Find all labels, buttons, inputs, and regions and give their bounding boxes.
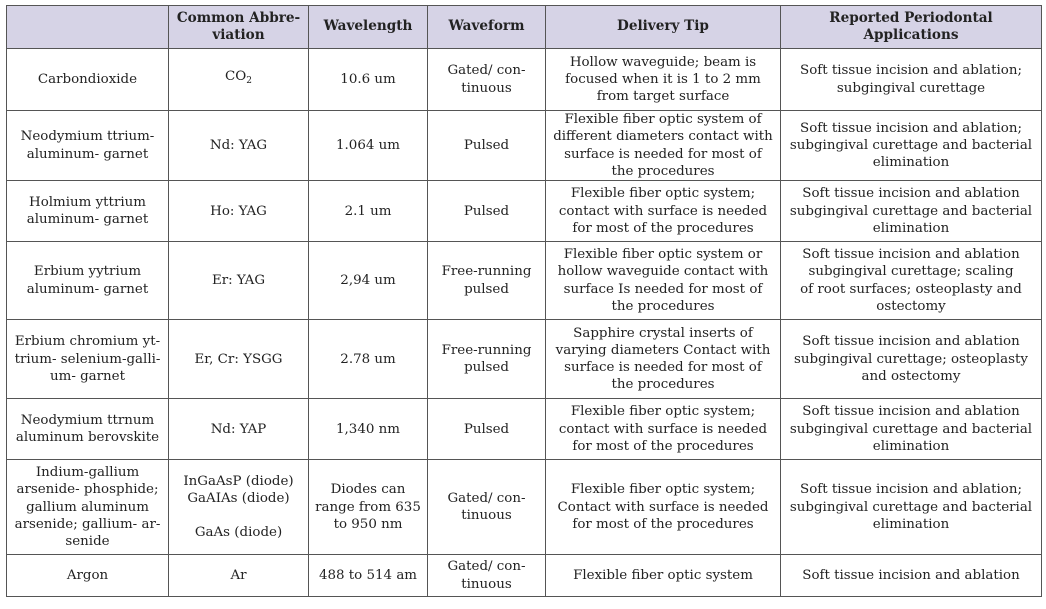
header-text: Delivery Tip <box>617 18 709 35</box>
cell-wavelength <box>309 399 428 460</box>
table-row <box>7 181 1042 242</box>
cell-text: Flexible fiber optic system <box>573 568 753 584</box>
cell-text: elimination <box>872 438 950 454</box>
cell-abbreviation <box>169 399 309 460</box>
cell-text: 1.064 um <box>336 137 400 153</box>
cell-text: Pulsed <box>463 421 510 437</box>
cell-waveform <box>428 242 546 320</box>
cell-text: Nd: YAG <box>209 137 268 153</box>
cell-delivery-tip <box>546 242 781 320</box>
cell-text: 488 to 514 am <box>318 568 417 584</box>
cell-text: contact with surface is needed <box>558 203 768 219</box>
cell-applications <box>781 555 1042 597</box>
cell-text: arsenide; gallium- ar- <box>14 516 161 532</box>
cell-applications <box>781 460 1042 555</box>
cell-text: Sapphire crystal inserts of <box>573 325 753 341</box>
cell-text: Pulsed <box>463 203 510 219</box>
cell-text: Soft tissue incision and ablation <box>802 404 1020 420</box>
subscript: 2 <box>246 76 252 87</box>
cell-text: InGaAsP (diode) <box>183 473 294 489</box>
cell-text: Flexible fiber optic system or <box>563 247 763 263</box>
cell-abbreviation <box>169 111 309 181</box>
cell-text: elimination <box>872 155 950 171</box>
cell-text: surface is needed for most of <box>564 146 762 162</box>
cell-waveform <box>428 460 546 555</box>
cell-applications <box>781 320 1042 399</box>
cell-text: Soft tissue incision and ablation; <box>800 120 1022 136</box>
cell-text: subgingival curettage <box>836 80 986 96</box>
cell-text: arsenide- phosphide; <box>16 482 159 498</box>
cell-text: Flexible fiber optic system; <box>570 404 756 420</box>
cell-waveform <box>428 399 546 460</box>
table-row <box>7 399 1042 460</box>
cell-text: aluminum- garnet <box>26 146 149 162</box>
cell-text: Flexible fiber optic system of <box>564 112 762 127</box>
cell-applications <box>781 242 1042 320</box>
cell-laser-name <box>7 181 169 242</box>
cell-text: Free-running <box>441 342 532 358</box>
cell-text: hollow waveguide contact with <box>557 264 769 280</box>
table-body <box>7 49 1042 597</box>
cell-laser-name <box>7 399 169 460</box>
cell-abbreviation <box>169 555 309 597</box>
cell-text: aluminum- garnet <box>26 212 149 228</box>
cell-wavelength <box>309 460 428 555</box>
cell-delivery-tip <box>546 555 781 597</box>
cell-text: Indium-gallium <box>35 464 140 480</box>
cell-wavelength <box>309 242 428 320</box>
cell-text: Soft tissue incision and ablation <box>802 334 1020 350</box>
cell-text: focused when it is 1 to 2 mm <box>565 71 761 87</box>
cell-text: $CO_2$ <box>225 69 252 87</box>
cell-text <box>173 507 304 524</box>
header-text: Wavelength <box>323 18 413 35</box>
cell-applications <box>781 181 1042 242</box>
cell-text: Soft tissue incision and ablation; <box>800 482 1022 498</box>
header-laser <box>7 6 169 49</box>
cell-laser-name <box>7 111 169 181</box>
cell-abbreviation <box>169 460 309 555</box>
cell-waveform <box>428 111 546 181</box>
cell-delivery-tip <box>546 181 781 242</box>
cell-text: tinuous <box>461 576 512 592</box>
cell-delivery-tip <box>546 49 781 111</box>
cell-text: Nd: YAP <box>210 421 267 437</box>
header-text: Reported Periodontal Applications <box>829 9 993 43</box>
cell-delivery-tip <box>546 320 781 399</box>
cell-text: pulsed <box>464 360 509 376</box>
cell-text: from target surface <box>596 89 730 105</box>
cell-text: range from 635 <box>315 499 421 515</box>
cell-text: 10.6 um <box>340 71 396 87</box>
cell-text: Gated/ con- <box>447 490 526 506</box>
cell-delivery-tip <box>546 460 781 555</box>
cell-text: Gated/ con- <box>447 63 526 79</box>
table-row <box>7 49 1042 111</box>
cell-laser-name <box>7 320 169 399</box>
header-text: Common Abbre- <box>176 9 301 26</box>
header-text: Waveform <box>448 18 525 35</box>
cell-applications <box>781 399 1042 460</box>
cell-text: the procedures <box>611 163 715 179</box>
cell-text: ostectomy <box>876 298 946 314</box>
cell-text: subgingival curettage and bacterial <box>789 137 1033 153</box>
cell-text: Soft tissue incision and ablation <box>802 247 1020 263</box>
cell-text: um- garnet <box>50 368 125 384</box>
cell-text: Carbondioxide <box>37 71 138 87</box>
cell-text: Free-running <box>441 264 532 280</box>
cell-text: Er: YAG <box>211 273 266 289</box>
cell-text: elimination <box>872 516 950 532</box>
cell-text: subgingival curettage and bacterial <box>789 203 1033 219</box>
cell-abbreviation <box>169 242 309 320</box>
cell-text: surface is needed for most of <box>564 360 762 376</box>
table-row <box>7 242 1042 320</box>
cell-text: Soft tissue incision and ablation <box>802 186 1020 202</box>
cell-wavelength <box>309 49 428 111</box>
cell-text: and ostectomy <box>861 368 961 384</box>
header-waveform <box>428 6 546 49</box>
cell-text: Soft tissue incision and ablation <box>802 568 1020 584</box>
cell-applications <box>781 111 1042 181</box>
cell-text: Flexible fiber optic system; <box>570 186 756 202</box>
cell-abbreviation <box>169 181 309 242</box>
cell-text: Argon <box>66 568 109 584</box>
cell-text: of root surfaces; osteoplasty and <box>800 281 1022 297</box>
cell-text: 2.78 um <box>340 351 396 367</box>
cell-abbreviation <box>169 49 309 111</box>
cell-waveform <box>428 49 546 111</box>
cell-text: Hollow waveguide; beam is <box>569 54 757 70</box>
table-row <box>7 555 1042 597</box>
cell-text: varying diameters Contact with <box>555 342 771 358</box>
cell-text: pulsed <box>464 281 509 297</box>
cell-text: Er, Cr: YSGG <box>194 351 283 367</box>
cell-waveform <box>428 181 546 242</box>
cell-text: 2.1 um <box>344 203 392 219</box>
cell-text: Erbium chromium yt- <box>14 334 161 350</box>
cell-text: aluminum- garnet <box>26 281 149 297</box>
table-row <box>7 320 1042 399</box>
header-wavelength <box>309 6 428 49</box>
cell-text: Holmium yttrium <box>29 194 146 210</box>
cell-text: the procedures <box>611 298 715 314</box>
cell-applications <box>781 49 1042 111</box>
cell-text: subgingival curettage and bacterial <box>789 421 1033 437</box>
cell-wavelength <box>309 555 428 597</box>
cell-text: contact with surface is needed <box>558 421 768 437</box>
laser-table <box>6 5 1042 597</box>
cell-text: to 950 nm <box>333 516 403 532</box>
header-row <box>7 6 1042 49</box>
cell-wavelength <box>309 111 428 181</box>
cell-text: Neodymium ttrium- <box>20 129 155 145</box>
cell-text: subgingival curettage and bacterial <box>789 499 1033 515</box>
cell-text: subgingival curettage; osteoplasty <box>794 351 1028 367</box>
cell-wavelength <box>309 320 428 399</box>
cell-text: Ho: YAG <box>210 203 267 219</box>
cell-text: senide <box>65 534 110 550</box>
cell-text: Contact with surface is needed <box>557 499 769 515</box>
header-abbreviation <box>169 6 309 49</box>
cell-text: Gated/ con- <box>447 559 526 575</box>
cell-text: different diameters contact with <box>553 129 773 145</box>
table-header <box>7 6 1042 49</box>
cell-text: GaAs (diode) <box>194 525 283 541</box>
table-row <box>7 111 1042 181</box>
cell-text: Flexible fiber optic system; <box>570 482 756 498</box>
cell-text: 1,340 nm <box>336 421 400 437</box>
table-row <box>7 460 1042 555</box>
cell-text: Neodymium ttrnum <box>20 412 155 428</box>
cell-text: elimination <box>872 220 950 236</box>
cell-text: subgingival curettage; scaling <box>808 264 1014 280</box>
cell-text: Soft tissue incision and ablation; <box>800 63 1022 79</box>
cell-text: for most of the procedures <box>572 220 754 236</box>
cell-delivery-tip <box>546 399 781 460</box>
header-delivery-tip <box>546 6 781 49</box>
cell-laser-name <box>7 460 169 555</box>
cell-wavelength <box>309 181 428 242</box>
header-applications <box>781 6 1042 49</box>
cell-text: gallium aluminum <box>26 499 149 515</box>
cell-delivery-tip <box>546 111 781 181</box>
cell-text: surface Is needed for most of <box>563 281 763 297</box>
cell-text: tinuous <box>461 508 512 524</box>
cell-abbreviation <box>169 320 309 399</box>
cell-waveform <box>428 555 546 597</box>
cell-text: tinuous <box>461 80 512 96</box>
header-text: viation <box>212 27 265 43</box>
cell-text: 2,94 um <box>340 273 396 289</box>
cell-text: Erbium yytrium <box>33 264 142 280</box>
cell-text: trium- selenium-galli- <box>14 351 161 367</box>
cell-text: Diodes can <box>330 482 406 498</box>
cell-text: aluminum berovskite <box>15 430 160 446</box>
cell-text: Pulsed <box>463 137 510 153</box>
cell-text: Ar <box>230 568 247 584</box>
cell-laser-name <box>7 49 169 111</box>
cell-laser-name <box>7 555 169 597</box>
cell-text: for most of the procedures <box>572 516 754 532</box>
cell-waveform <box>428 320 546 399</box>
cell-laser-name <box>7 242 169 320</box>
cell-text: GaAIAs (diode) <box>187 490 290 506</box>
cell-text: for most of the procedures <box>572 438 754 454</box>
cell-text: the procedures <box>611 377 715 393</box>
